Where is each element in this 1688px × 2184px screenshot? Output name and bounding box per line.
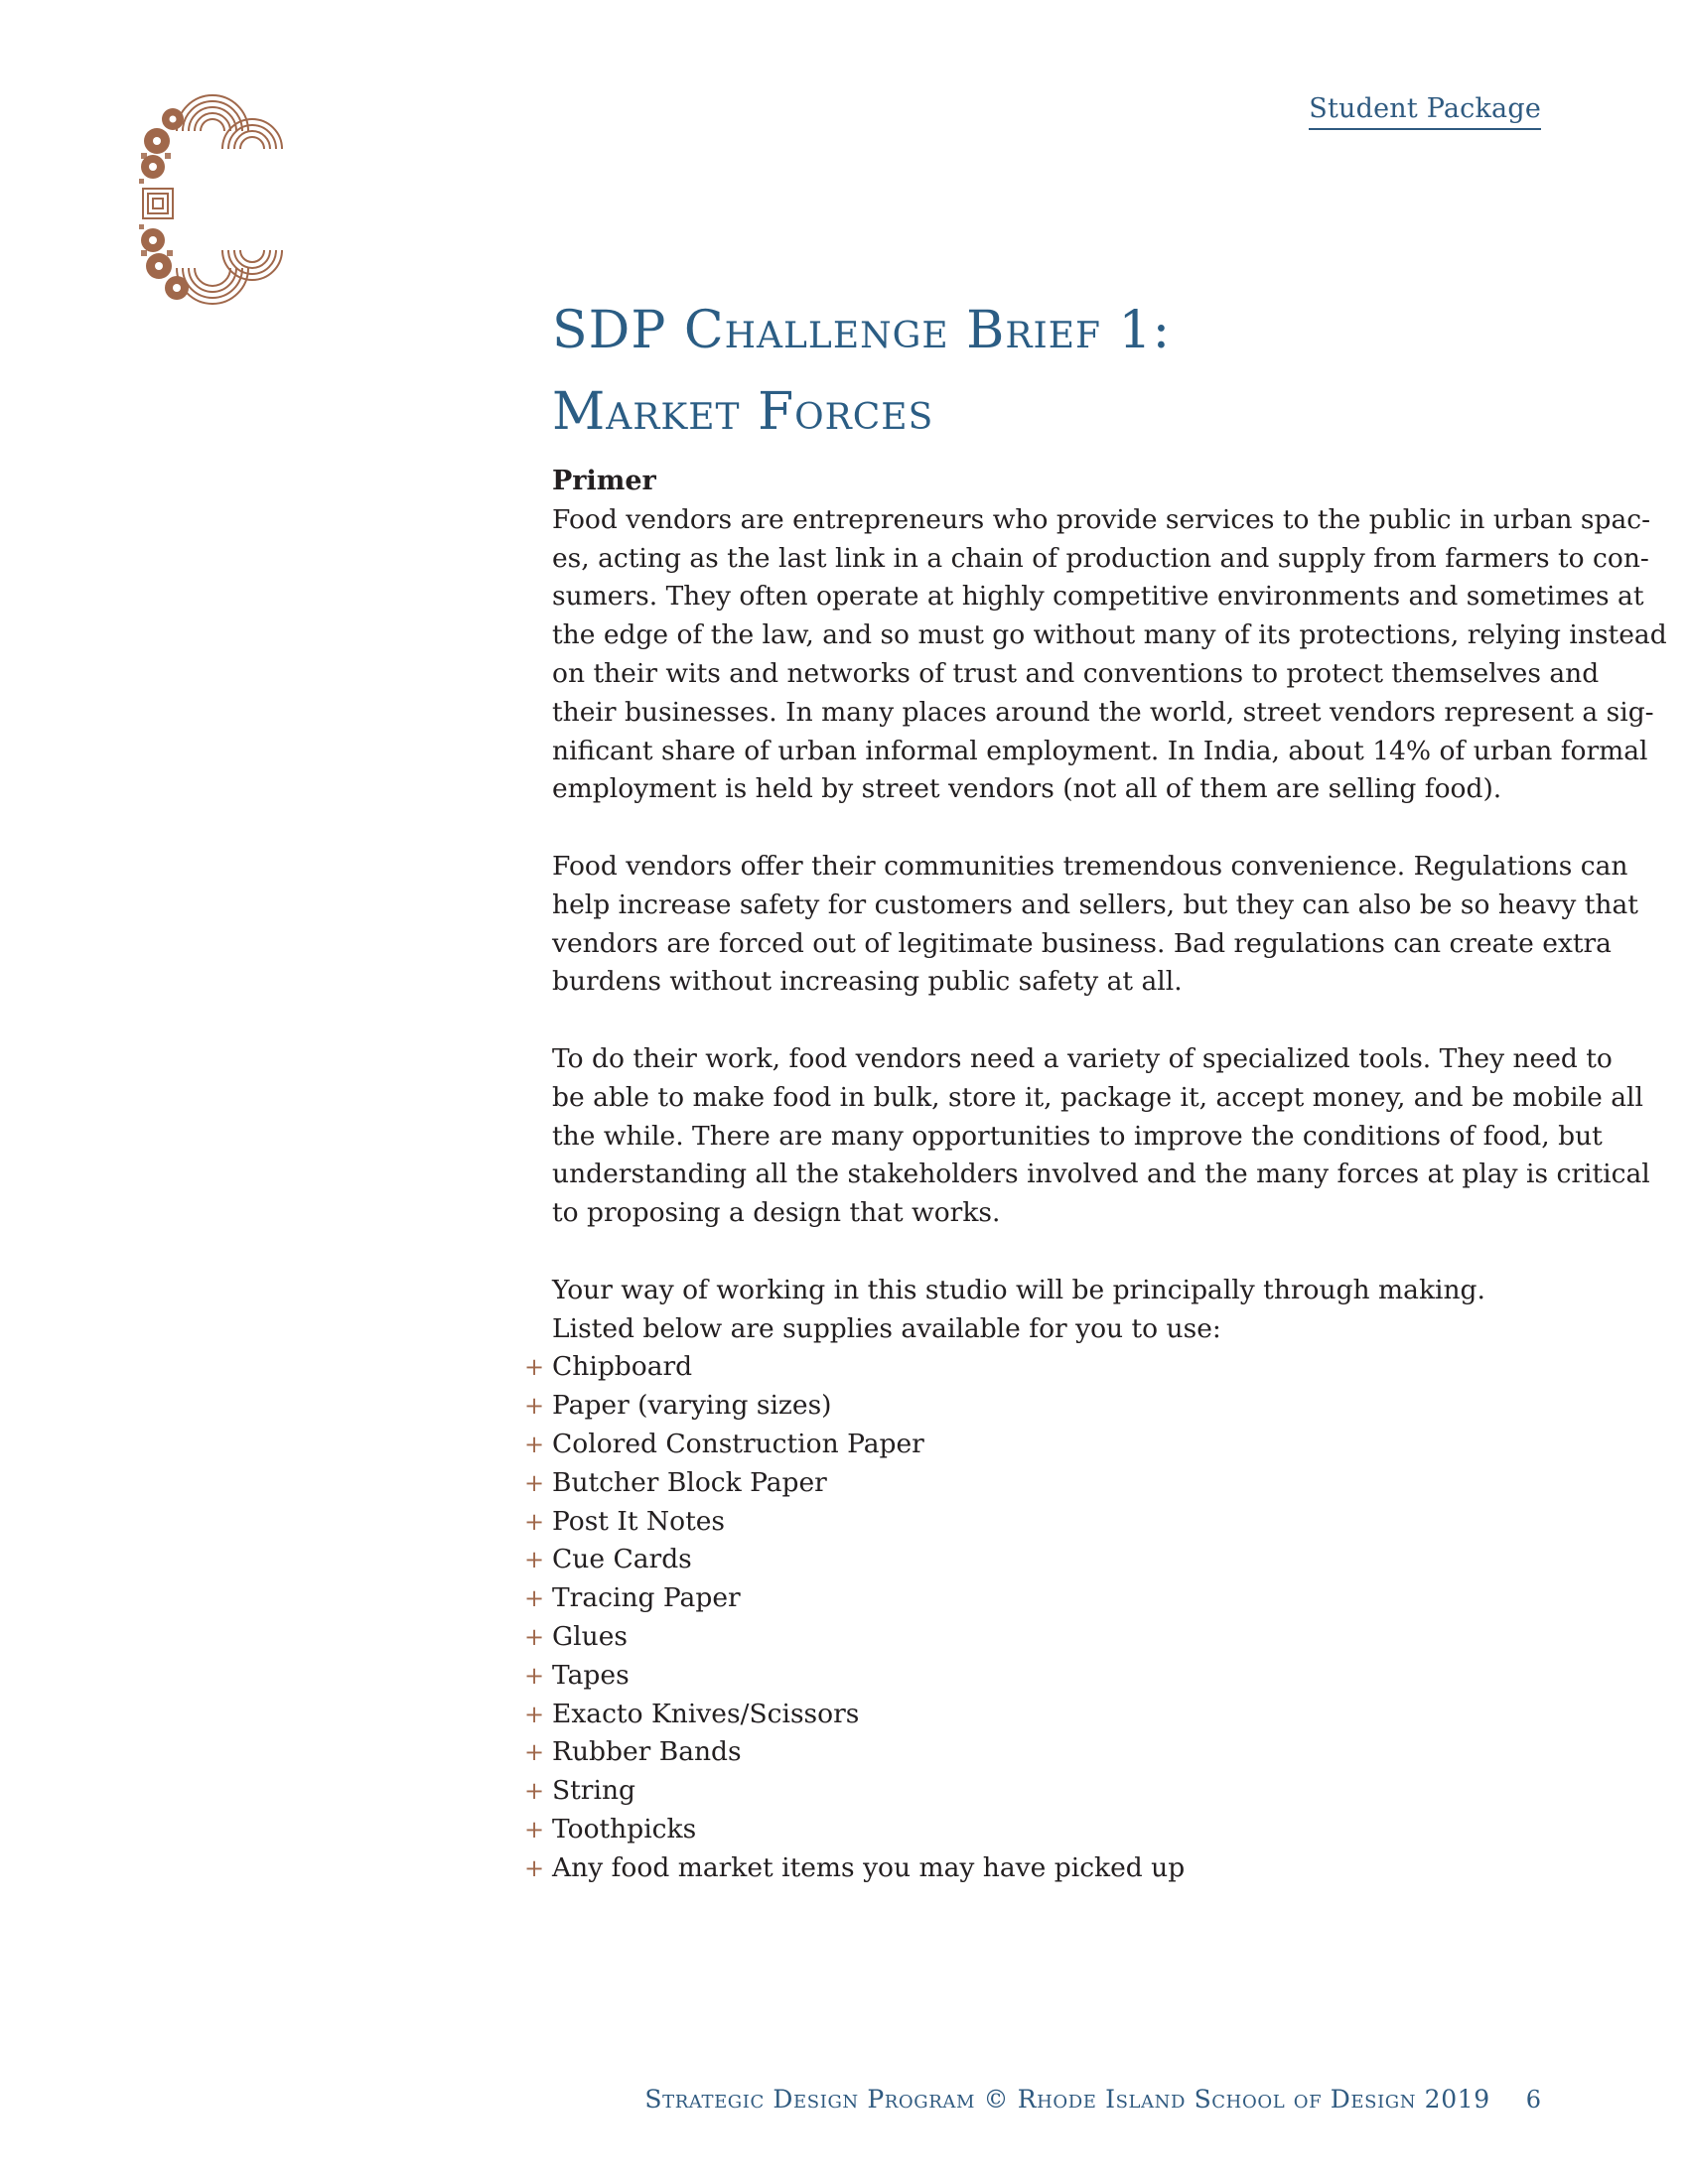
list-item bbox=[524, 1696, 1555, 1734]
page-footer bbox=[644, 2085, 1541, 2114]
text-line: help increase safety for customers and sellers, but they can also be so heavy that bbox=[552, 888, 1638, 920]
list-item bbox=[524, 1657, 1555, 1696]
plus-bullet-icon: + bbox=[524, 1353, 545, 1382]
list-item-label: Chipboard bbox=[552, 1351, 693, 1383]
text-line: To do their work, food vendors need a variety of specialized tools. They need to bbox=[552, 1042, 1613, 1074]
plus-bullet-icon: + bbox=[524, 1853, 545, 1882]
list-item bbox=[524, 1811, 1555, 1849]
plus-bullet-icon: + bbox=[524, 1584, 545, 1613]
list-item bbox=[524, 1733, 1555, 1772]
plus-bullet-icon: + bbox=[524, 1777, 545, 1806]
text-line: the edge of the law, and so must go without many of its protections, relying instead bbox=[552, 619, 1667, 651]
list-item-label: Colored Construction Paper bbox=[552, 1428, 924, 1459]
list-item bbox=[524, 1618, 1555, 1657]
list-item bbox=[524, 1849, 1555, 1888]
list-item-label: Paper (varying sizes) bbox=[552, 1390, 832, 1422]
list-item bbox=[524, 1426, 1555, 1464]
primer-paragraph-4 bbox=[552, 1272, 1555, 1349]
text-line: Food vendors offer their communities tremendous convenience. Regulations can bbox=[552, 850, 1628, 882]
studio-c-emblem-icon bbox=[137, 91, 286, 310]
text-line: employment is held by street vendors (not all of them are selling food). bbox=[552, 773, 1502, 805]
list-item-label: Rubber Bands bbox=[552, 1736, 742, 1768]
list-item-label: Any food market items you may have picked up bbox=[552, 1851, 1186, 1883]
list-item-label: Cue Cards bbox=[552, 1544, 692, 1575]
list-item bbox=[524, 1464, 1555, 1503]
text-line: Your way of working in this studio will be principally through making. bbox=[552, 1274, 1485, 1305]
plus-bullet-icon: + bbox=[524, 1738, 545, 1767]
text-line: es, acting as the last link in a chain of production and supply from farmers to con- bbox=[552, 542, 1649, 574]
header-label: Student Package bbox=[1309, 93, 1541, 130]
primer-paragraph-2 bbox=[552, 848, 1638, 1002]
list-item-label: String bbox=[552, 1775, 635, 1807]
text-line: burdens without increasing public safety at all. bbox=[552, 966, 1183, 998]
list-item-label: Glues bbox=[552, 1620, 628, 1652]
list-item bbox=[524, 1387, 1555, 1426]
plus-bullet-icon: + bbox=[524, 1622, 545, 1651]
text-line: the while. There are many opportunities to improve the conditions of food, but bbox=[552, 1120, 1603, 1152]
plus-bullet-icon: + bbox=[524, 1815, 545, 1843]
list-item bbox=[524, 1541, 1555, 1579]
list-item-label: Post It Notes bbox=[552, 1505, 725, 1537]
list-item-label: Toothpicks bbox=[552, 1813, 697, 1844]
text-line: on their wits and networks of trust and conventions to protect themselves and bbox=[552, 657, 1600, 689]
text-line: Food vendors are entrepreneurs who provide services to the public in urban spac- bbox=[552, 503, 1651, 535]
plus-bullet-icon: + bbox=[524, 1661, 545, 1690]
paragraph-gap bbox=[552, 809, 1555, 848]
title-line-2: Market Forces bbox=[552, 382, 934, 442]
list-item-label: Tapes bbox=[552, 1659, 630, 1691]
list-item bbox=[524, 1579, 1555, 1618]
title-line-1: SDP Challenge Brief 1: bbox=[552, 301, 1172, 360]
paragraph-gap bbox=[552, 1002, 1555, 1040]
page-number: 6 bbox=[1525, 2086, 1541, 2114]
paragraph-gap bbox=[552, 1233, 1555, 1272]
list-item bbox=[524, 1503, 1555, 1542]
list-item-label: Butcher Block Paper bbox=[552, 1466, 827, 1498]
plus-bullet-icon: + bbox=[524, 1468, 545, 1497]
text-line: nificant share of urban informal employment. In India, about 14% of urban formal bbox=[552, 735, 1648, 766]
plus-bullet-icon: + bbox=[524, 1392, 545, 1421]
list-item bbox=[524, 1772, 1555, 1811]
text-line: be able to make food in bulk, store it, package it, accept money, and be mobile all bbox=[552, 1081, 1643, 1113]
plus-bullet-icon: + bbox=[524, 1700, 545, 1728]
plus-bullet-icon: + bbox=[524, 1507, 545, 1536]
plus-bullet-icon: + bbox=[524, 1430, 545, 1458]
text-line: sumers. They often operate at highly competitive environments and sometimes at bbox=[552, 581, 1644, 613]
primer-heading: Primer bbox=[552, 466, 656, 496]
text-line: to proposing a design that works. bbox=[552, 1197, 1001, 1229]
text-line: understanding all the stakeholders involved and the many forces at play is critical bbox=[552, 1159, 1650, 1190]
text-line: their businesses. In many places around the world, street vendors represent a sig- bbox=[552, 696, 1654, 728]
supplies-list bbox=[524, 1348, 1555, 1887]
list-item bbox=[524, 1348, 1555, 1387]
plus-bullet-icon: + bbox=[524, 1546, 545, 1574]
list-item-label: Exacto Knives/Scissors bbox=[552, 1698, 860, 1729]
text-line: vendors are forced out of legitimate business. Bad regulations can create extra bbox=[552, 927, 1612, 959]
page-title bbox=[552, 290, 1545, 453]
text-line: Listed below are supplies available for you to use: bbox=[552, 1312, 1221, 1344]
primer-paragraph-3 bbox=[552, 1040, 1650, 1233]
list-item-label: Tracing Paper bbox=[552, 1582, 741, 1614]
footer-credit: Strategic Design Program © Rhode Island School of Design 2019 bbox=[644, 2085, 1490, 2114]
primer-section bbox=[524, 463, 1667, 1887]
primer-paragraph-1 bbox=[552, 501, 1667, 809]
